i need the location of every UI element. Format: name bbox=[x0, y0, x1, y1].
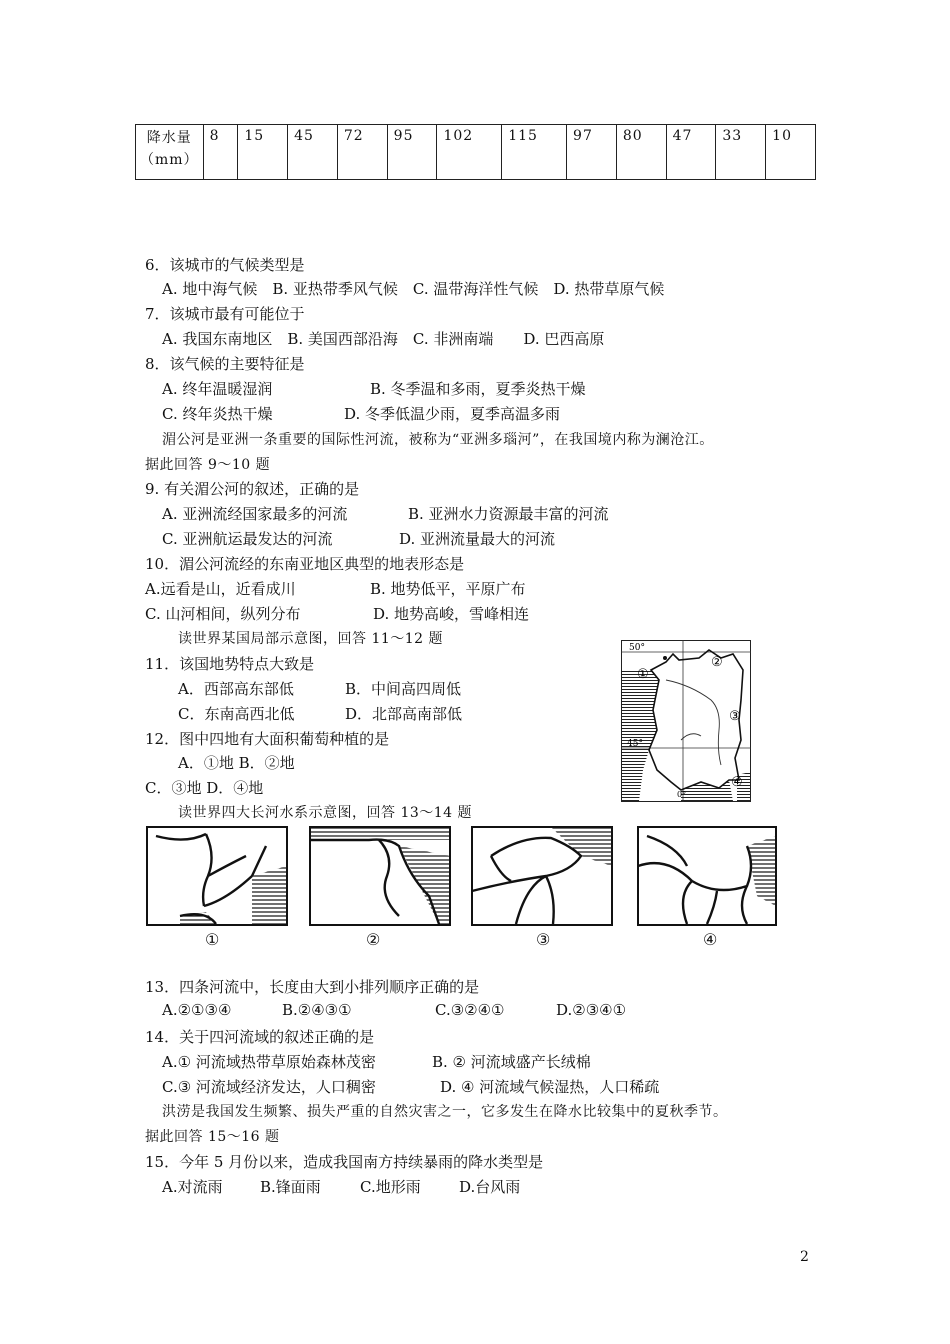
map-point-4: ④ bbox=[731, 775, 743, 790]
country-map bbox=[621, 640, 751, 802]
river-system-diagram-4 bbox=[637, 826, 777, 926]
passage-instruction: 据此回答 15～16 题 bbox=[145, 1129, 280, 1145]
table-cell: 102 bbox=[437, 125, 502, 180]
option-ab: A．①地 B．②地 bbox=[178, 754, 295, 772]
option-c: C.③②④① bbox=[435, 1001, 505, 1019]
table-cell: 97 bbox=[567, 125, 617, 180]
option-c: C. 山河相间，纵列分布 bbox=[145, 605, 301, 623]
option-b: B．中间高四周低 bbox=[345, 680, 462, 698]
map-instruction: 读世界某国局部示意图，回答 11～12 题 bbox=[178, 631, 444, 647]
option-d: D.②③④① bbox=[556, 1001, 627, 1019]
table-cell: 15 bbox=[238, 125, 288, 180]
table-cell: 115 bbox=[502, 125, 567, 180]
precipitation-table bbox=[135, 124, 816, 180]
table-cell: 33 bbox=[716, 125, 766, 180]
option-c: C.地形雨 bbox=[360, 1178, 421, 1196]
option-a: A. 终年温暖湿润 bbox=[162, 380, 273, 398]
question-9: 9. 有关湄公河的叙述，正确的是 bbox=[145, 480, 360, 498]
option-a: A.②①③④ bbox=[162, 1001, 232, 1019]
option-b: B. 亚洲水力资源最丰富的河流 bbox=[408, 505, 609, 523]
option-a: A. 亚洲流经国家最多的河流 bbox=[162, 505, 348, 523]
option-d: D. ④ 河流域气候湿热，人口稀疏 bbox=[440, 1078, 660, 1096]
longitude-label: 0° bbox=[677, 790, 687, 799]
table-cell: 45 bbox=[288, 125, 338, 180]
option-a: A.① 河流域热带草原始森林茂密 bbox=[162, 1053, 376, 1071]
question-7-options: A. 我国东南地区 B. 美国西部沿海 C. 非洲南端 D. 巴西高原 bbox=[162, 330, 605, 348]
question-12: 12．图中四地有大面积葡萄种植的是 bbox=[145, 730, 390, 748]
page-number: 2 bbox=[800, 1249, 809, 1265]
diagram-label: ③ bbox=[536, 930, 551, 949]
diagram-label: ① bbox=[205, 930, 220, 949]
option-c: C. 亚洲航运最发达的河流 bbox=[162, 530, 333, 548]
table-cell: 95 bbox=[387, 125, 437, 180]
map-point-2: ② bbox=[711, 655, 723, 670]
table-row-label bbox=[136, 125, 204, 180]
table-cell: 47 bbox=[666, 125, 716, 180]
passage-mekong: 湄公河是亚洲一条重要的国际性河流，被称为“亚洲多瑙河”，在我国境内称为澜沧江。 bbox=[162, 432, 714, 448]
diagram-label: ④ bbox=[703, 930, 718, 949]
label-unit: （mm） bbox=[140, 152, 199, 168]
option-d: D. 地势高峻，雪峰相连 bbox=[373, 605, 530, 623]
table-cell: 10 bbox=[766, 125, 816, 180]
option-b: B.锋面雨 bbox=[260, 1178, 321, 1196]
question-13: 13．四条河流中，长度由大到小排列顺序正确的是 bbox=[145, 978, 480, 996]
map-point-1: ① bbox=[637, 667, 649, 682]
option-d: D. 冬季低温少雨，夏季高温多雨 bbox=[344, 405, 561, 423]
table-row bbox=[136, 125, 816, 180]
option-d: D. 亚洲流量最大的河流 bbox=[399, 530, 556, 548]
question-7: 7．该城市最有可能位于 bbox=[145, 305, 305, 323]
option-b: B.②④③① bbox=[282, 1001, 352, 1019]
river-system-diagram-1 bbox=[146, 826, 288, 926]
option-a: A.对流雨 bbox=[162, 1178, 223, 1196]
question-11: 11．该国地势特点大致是 bbox=[145, 655, 315, 673]
option-cd: C．③地 D．④地 bbox=[145, 779, 264, 797]
table-cell: 72 bbox=[337, 125, 387, 180]
table-cell: 8 bbox=[203, 125, 238, 180]
option-d: D．北部高南部低 bbox=[345, 705, 463, 723]
diagram-label: ② bbox=[366, 930, 381, 949]
question-14: 14．关于四河流域的叙述正确的是 bbox=[145, 1028, 375, 1046]
question-10: 10．湄公河流经的东南亚地区典型的地表形态是 bbox=[145, 555, 465, 573]
question-8: 8．该气候的主要特征是 bbox=[145, 355, 305, 373]
passage-instruction: 据此回答 9～10 题 bbox=[145, 457, 271, 473]
latitude-label: 50° bbox=[629, 643, 645, 653]
option-a: A．西部高东部低 bbox=[178, 680, 294, 698]
option-b: B. 冬季温和多雨，夏季炎热干燥 bbox=[370, 380, 586, 398]
passage-flood: 洪涝是我国发生频繁、损失严重的自然灾害之一，它多发生在降水比较集中的夏秋季节。 bbox=[162, 1104, 728, 1120]
option-d: D.台风雨 bbox=[459, 1178, 521, 1196]
option-c: C．东南高西北低 bbox=[178, 705, 295, 723]
option-b: B. ② 河流域盛产长绒棉 bbox=[432, 1053, 591, 1071]
question-6: 6．该城市的气候类型是 bbox=[145, 256, 305, 274]
table-cell: 80 bbox=[616, 125, 666, 180]
option-a: A.远看是山，近看成川 bbox=[145, 580, 296, 598]
river-system-diagram-3 bbox=[471, 826, 613, 926]
latitude-label: 45° bbox=[627, 739, 643, 749]
label-line: 降水量 bbox=[146, 130, 192, 146]
river-system-diagram-2 bbox=[309, 826, 451, 926]
rivers-instruction: 读世界四大长河水系示意图，回答 13～14 题 bbox=[178, 805, 473, 821]
option-c: C.③ 河流域经济发达，人口稠密 bbox=[162, 1078, 376, 1096]
map-point-3: ③ bbox=[729, 709, 741, 724]
option-c: C. 终年炎热干燥 bbox=[162, 405, 273, 423]
question-6-options: A. 地中海气候 B. 亚热带季风气候 C. 温带海洋性气候 D. 热带草原气候 bbox=[162, 280, 665, 298]
question-15: 15．今年 5 月份以来，造成我国南方持续暴雨的降水类型是 bbox=[145, 1153, 544, 1171]
option-b: B. 地势低平，平原广布 bbox=[370, 580, 526, 598]
